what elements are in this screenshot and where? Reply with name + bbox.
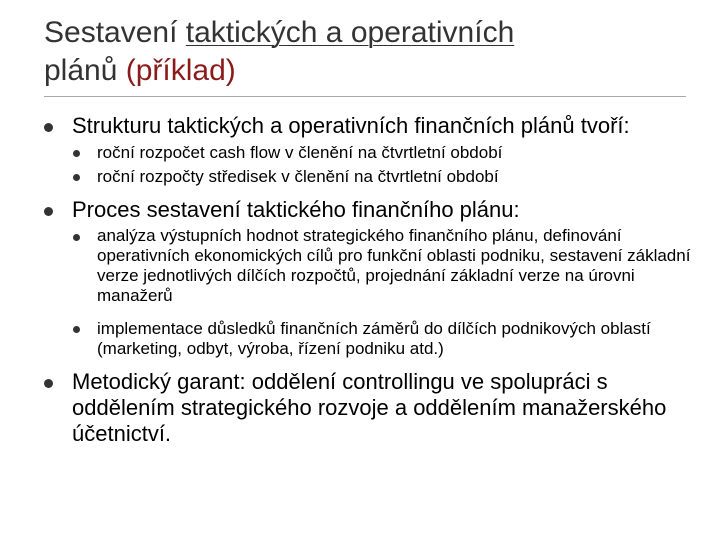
bullet-dot-icon	[44, 379, 53, 388]
bullet-2-sub-1: analýza výstupních hodnot strategického finančního plánu, definování operativních ekonomických cílů pro funkční oblasti podniku, sestavení základní verze jednotlivých dílčích rozpočtů, projednání základní verze na úrovni manažerů	[97, 226, 691, 305]
sub-bullet-dot-icon	[73, 326, 80, 333]
bullet-2-sub-2: implementace důsledků finančních záměrů do dílčích podnikových oblastí (marketing, odbyt, výroba, řízení podniku atd.)	[97, 319, 651, 358]
sub-bullet-dot-icon	[73, 234, 80, 241]
slide-title	[44, 14, 704, 90]
sub-bullet-dot-icon	[73, 174, 80, 181]
title-line2: plánů	[44, 54, 118, 87]
title-link[interactable]: taktických a operativních	[185, 16, 515, 49]
bullet-1-text: Strukturu taktických a operativních finančních plánů tvoří:	[72, 113, 630, 138]
title-suffix: (příklad)	[117, 54, 236, 87]
bullet-dot-icon	[44, 207, 53, 216]
bullet-2-text: Proces sestavení taktického finančního plánu:	[72, 197, 520, 222]
title-divider	[44, 96, 686, 97]
bullet-1-sub-2: roční rozpočty středisek v členění na čtvrtletní období	[97, 167, 499, 186]
bullet-3-text: Metodický garant: oddělení controllingu ve spolupráci s oddělením strategického rozvoje a oddělením manažerského účetnictví.	[72, 369, 667, 446]
bullet-dot-icon	[44, 123, 53, 132]
sub-bullet-dot-icon	[73, 150, 80, 157]
title-prefix: Sestavení	[44, 16, 186, 49]
bullet-1-sub-1: roční rozpočet cash flow v členění na čtvrtletní období	[97, 143, 503, 162]
